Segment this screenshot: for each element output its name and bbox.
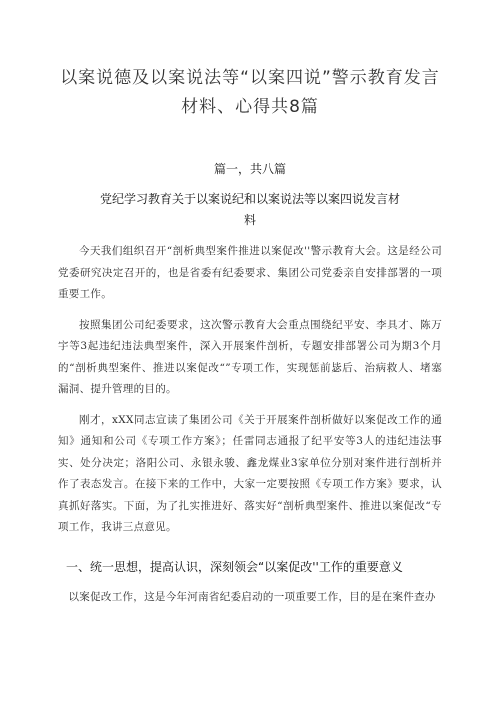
document-title-line1: 以案说德及以案说法等“以案四说”警示教育发言 [60, 68, 440, 88]
body-paragraph-4: 以案促改工作，这是今年河南省纪委启动的一项重要工作，目的是在案件查办 [68, 590, 436, 603]
body-paragraph-1: 今天我们组织召开“剖析典型案件推进以案促改''警示教育大会。这是经公司党委研究决定召开的，也是省委有纪委要求、集团公司党委亲自安排部署的一项重要工作。 [58, 245, 442, 300]
speech-title [58, 189, 442, 231]
speech-title-line1: 党纪学习教育关于以案说纪和以案说法等以案四说发言材 [99, 192, 400, 206]
speech-title-line2: 料 [243, 213, 256, 227]
body-paragraph-3: 刚才，xXX同志宣读了集团公司《关于开展案件剖析做好以案促改工作的通知》通知和公司《专项工作方案》；任雷同志通报了纪平安等3人的违纪违法事实、处分决定；洛阳公司、永银永骏、鑫龙煤业3家单位分别对案件进行剖析并作了表态发言。在接下来的工作中，大家一定要按照《专项工作方案》要求，认真抓好落实。下面，为了扎实推进好、落实好“剖析典型案件、推进以案促改“专项工作，我讲三点意见。 [58, 413, 442, 533]
document-title [58, 64, 442, 122]
section-heading-1: 一、统一思想，提高认识，深刻领会“以案促改''工作的重要意义 [66, 559, 403, 574]
part-title: 篇一，共八篇 [213, 162, 286, 176]
document-title-line2: 材料、心得共8篇 [181, 97, 319, 117]
body-paragraph-2: 按照集团公司纪委要求，这次警示教育大会重点围绕纪平安、李具才、陈万宇等3起违纪违法典型案件，深入开展案件剖析，专题安排部署公司为期3个月的“剖析典型案件、推进以案促改“”专项工作，实现惩前毖后、治病救人、堵塞漏洞、提升管理的目的。 [58, 318, 442, 395]
